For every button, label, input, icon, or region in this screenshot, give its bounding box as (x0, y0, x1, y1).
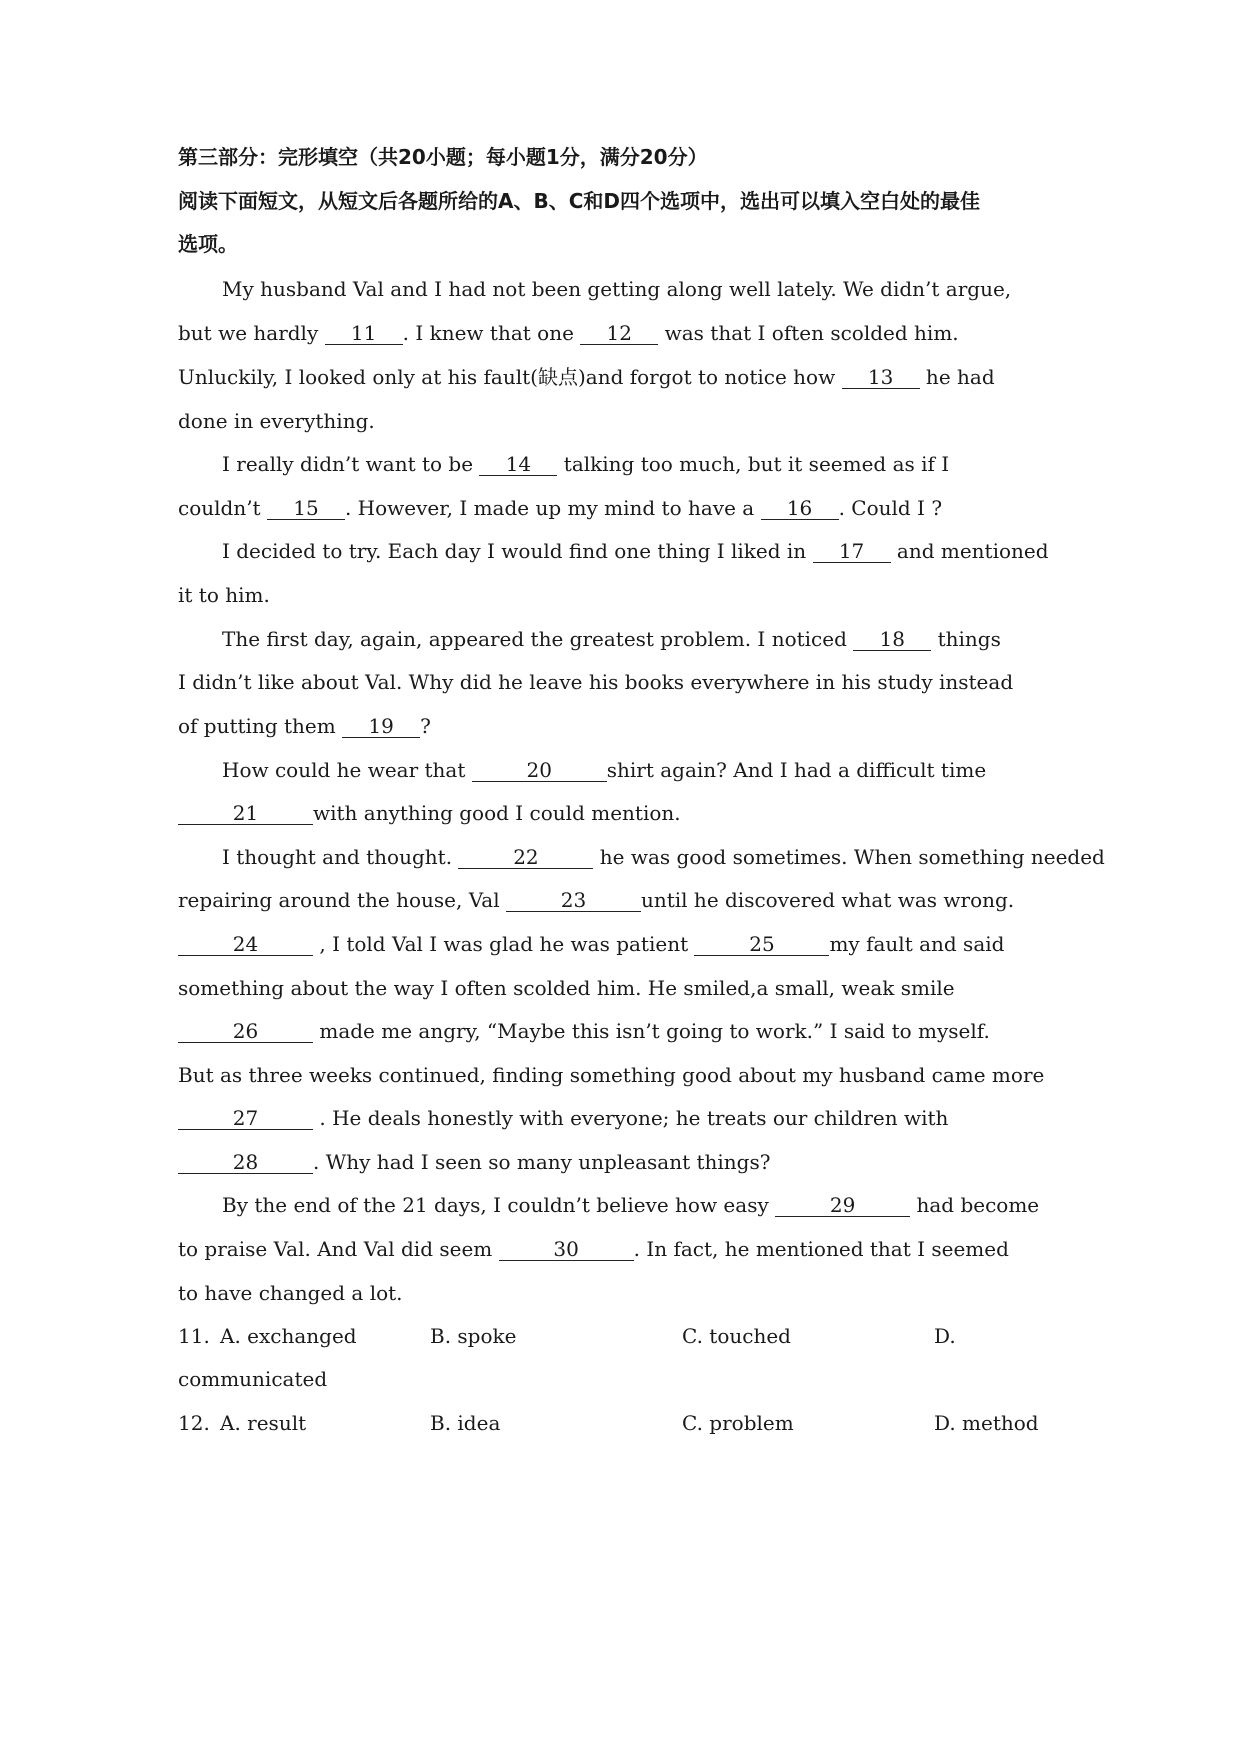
blank-14: 14 (479, 453, 557, 476)
blank-25: 25 (694, 933, 829, 956)
passage-line: Unluckily, I looked only at his fault(缺点)and forgot to notice how 13 he had (178, 365, 995, 389)
blank-27: 27 (178, 1107, 313, 1130)
blank-12: 12 (580, 322, 658, 345)
option-b: B. idea (430, 1411, 501, 1435)
passage-line: My husband Val and I had not been getting along well lately. We didn’t argue, (222, 277, 1012, 301)
passage-line: but we hardly 11 . I knew that one 12 was that I often scolded him. (178, 321, 959, 345)
blank-13: 13 (842, 366, 920, 389)
blank-28: 28 (178, 1151, 313, 1174)
passage-line: done in everything. (178, 409, 375, 433)
instruction-line-1: 阅读下面短文，从短文后各题所给的A、B、C和D四个选项中，选出可以填入空白处的最佳 (178, 189, 981, 213)
passage-line: repairing around the house, Val 23 until he discovered what was wrong. (178, 888, 1015, 912)
blank-18: 18 (853, 628, 931, 651)
passage-line: 27 . He deals honestly with everyone; he treats our children with (178, 1106, 948, 1130)
option-d: D. method (934, 1411, 1039, 1435)
option-a: A. exchanged (220, 1324, 357, 1348)
passage-line: I thought and thought. 22 he was good sometimes. When something needed (222, 845, 1105, 869)
question-number: 12. (178, 1411, 210, 1435)
passage-line: I didn’t like about Val. Why did he leave his books everywhere in his study instead (178, 670, 1014, 694)
passage-line: of putting them 19 ? (178, 714, 431, 738)
passage-line: it to him. (178, 583, 270, 607)
option-d: D. (934, 1324, 956, 1348)
blank-19: 19 (342, 715, 420, 738)
blank-15: 15 (267, 497, 345, 520)
option-b: B. spoke (430, 1324, 517, 1348)
passage-line: 26 made me angry, “Maybe this isn’t going to work.” I said to myself. (178, 1019, 990, 1043)
passage-line: The first day, again, appeared the greatest problem. I noticed 18 things (222, 627, 1001, 651)
passage-line: something about the way I often scolded him. He smiled,a small, weak smile (178, 976, 955, 1000)
blank-21: 21 (178, 802, 313, 825)
blank-26: 26 (178, 1020, 313, 1043)
option-a: A. result (220, 1411, 307, 1435)
passage-line: 24 , I told Val I was glad he was patient 25 my fault and said (178, 932, 1004, 956)
blank-20: 20 (472, 759, 607, 782)
passage-line: to have changed a lot. (178, 1281, 403, 1305)
question-number: 11. (178, 1324, 210, 1348)
passage-line: But as three weeks continued, finding something good about my husband came more (178, 1063, 1045, 1087)
blank-23: 23 (506, 889, 641, 912)
instruction-line-2: 选项。 (178, 232, 238, 256)
section-title: 第三部分：完形填空（共20小题；每小题1分，满分20分） (178, 145, 708, 169)
option-c: C. touched (682, 1324, 791, 1348)
option-d-text: communicated (178, 1367, 328, 1391)
blank-17: 17 (813, 540, 891, 563)
blank-29: 29 (775, 1194, 910, 1217)
passage-line: 21 with anything good I could mention. (178, 801, 681, 825)
passage-line: I really didn’t want to be 14 talking too much, but it seemed as if I (222, 452, 950, 476)
passage-line: How could he wear that 20 shirt again? And I had a difficult time (222, 758, 987, 782)
blank-22: 22 (458, 846, 593, 869)
blank-30: 30 (499, 1238, 634, 1261)
option-c: C. problem (682, 1411, 794, 1435)
passage-line: to praise Val. And Val did seem 30 . In fact, he mentioned that I seemed (178, 1237, 1009, 1261)
blank-11: 11 (325, 322, 403, 345)
passage-line: 28 . Why had I seen so many unpleasant things? (178, 1150, 770, 1174)
passage-line: By the end of the 21 days, I couldn’t believe how easy 29 had become (222, 1193, 1040, 1217)
blank-24: 24 (178, 933, 313, 956)
passage-line: couldn’t 15 . However, I made up my mind to have a 16 . Could I ? (178, 496, 943, 520)
passage-line: I decided to try. Each day I would find one thing I liked in 17 and mentioned (222, 539, 1049, 563)
blank-16: 16 (761, 497, 839, 520)
